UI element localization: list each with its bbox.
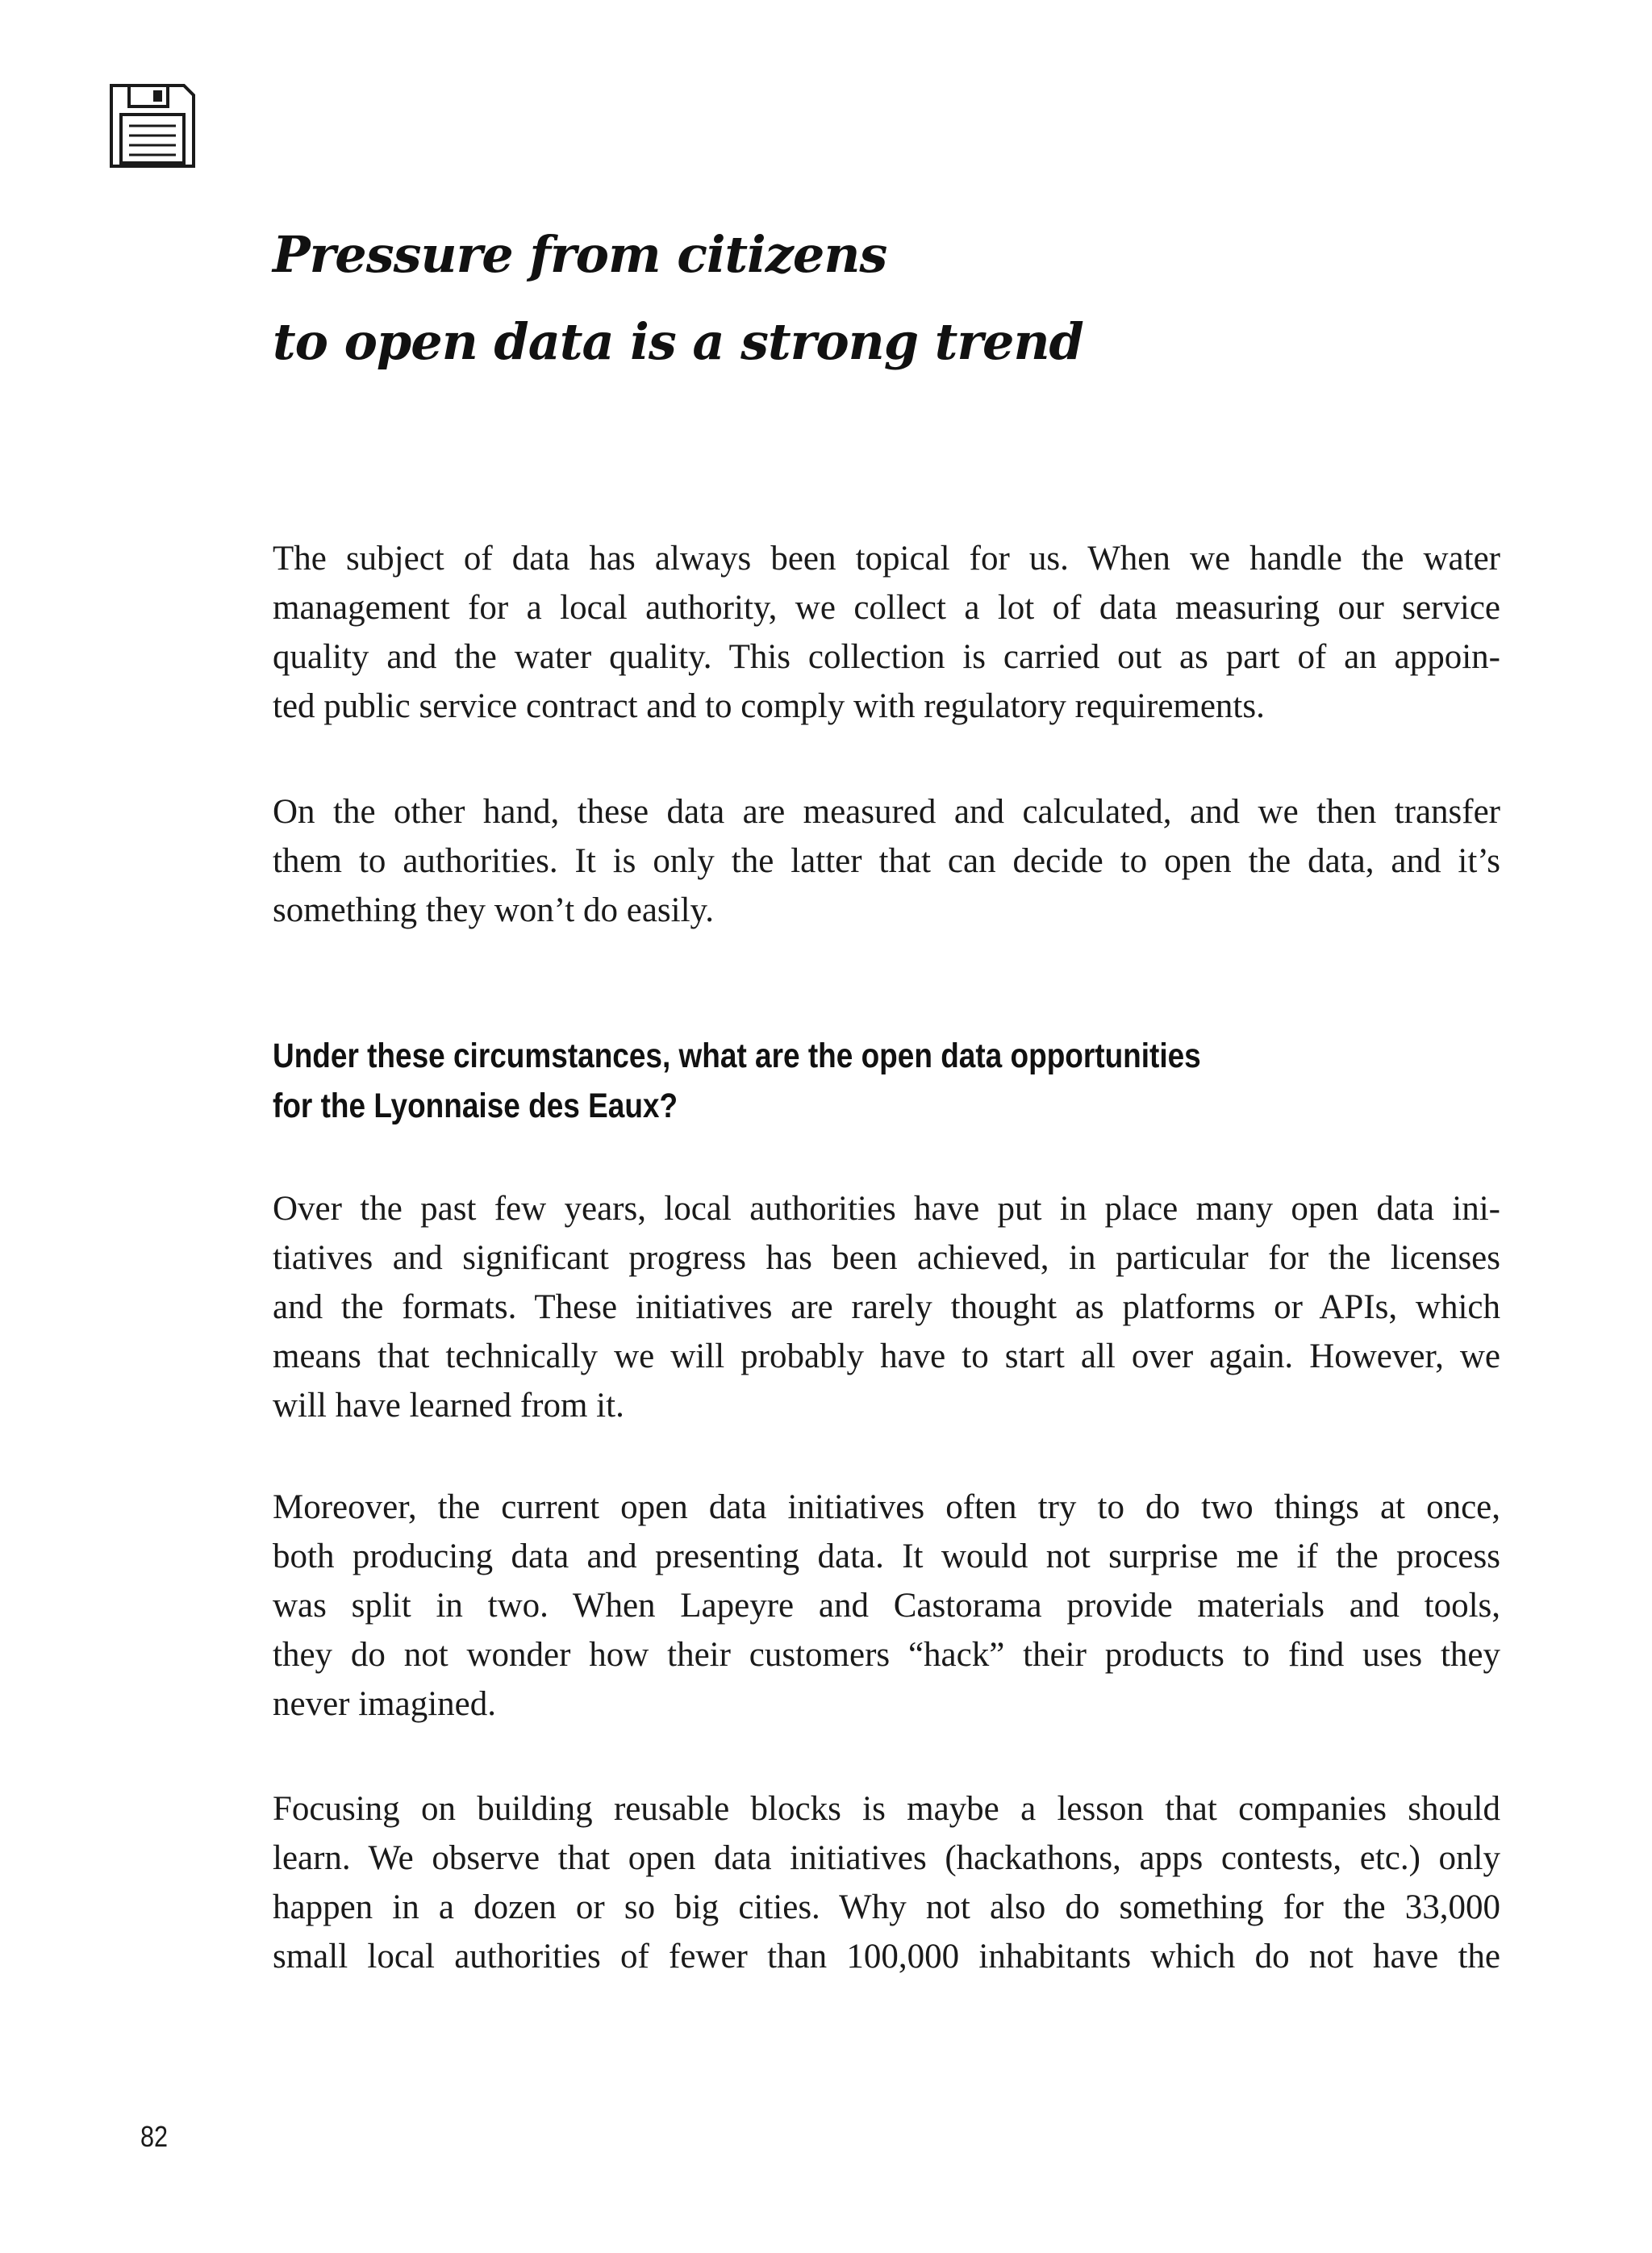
- page-number: 82: [140, 2120, 169, 2153]
- paragraph: [273, 1483, 1500, 1729]
- text-line: and the formats. These initiatives are rarely thought as platforms or APIs, which: [273, 1288, 1500, 1326]
- paragraph: [273, 787, 1500, 935]
- text-line: something they won’t do easily.: [273, 891, 714, 929]
- text-line: tiatives and significant progress has been achieved, in particular for the licenses: [273, 1239, 1500, 1277]
- text-line: will have learned from it.: [273, 1387, 624, 1425]
- text-line: both producing data and presenting data. It would not surprise me if the process: [273, 1537, 1500, 1575]
- text-line: The subject of data has always been topical for us. When we handle the water: [273, 540, 1500, 578]
- section-subheading: [273, 1031, 1313, 1131]
- paragraph: [273, 534, 1500, 731]
- text-line: they do not wonder how their customers “hack” their products to find uses they: [273, 1636, 1500, 1674]
- paragraph: [273, 1184, 1500, 1430]
- text-line: On the other hand, these data are measured and calculated, and we then transfer: [273, 793, 1500, 831]
- text-line: means that technically we will probably have to start all over again. However, we: [273, 1337, 1500, 1375]
- subheading-line: for the Lyonnaise des Eaux?: [273, 1087, 678, 1125]
- text-line: small local authorities of fewer than 100,000 inhabitants which do not have the: [273, 1938, 1500, 1976]
- text-line: quality and the water quality. This collection is carried out as part of an appoin-: [273, 638, 1500, 676]
- subheading-line: Under these circumstances, what are the open data opportunities: [273, 1037, 1201, 1075]
- text-line: Focusing on building reusable blocks is maybe a lesson that companies should: [273, 1790, 1500, 1828]
- text-line: learn. We observe that open data initiatives (hackathons, apps contests, etc.) only: [273, 1839, 1500, 1877]
- text-line: never imagined.: [273, 1685, 497, 1723]
- text-line: them to authorities. It is only the latter that can decide to open the data, and it’s: [273, 842, 1500, 880]
- page-title: [273, 211, 1483, 386]
- floppy-disk-icon: [108, 82, 197, 169]
- text-line: happen in a dozen or so big cities. Why not also do something for the 33,000: [273, 1888, 1500, 1926]
- text-line: Over the past few years, local authorities have put in place many open data ini-: [273, 1190, 1500, 1228]
- text-line: ted public service contract and to comply with regulatory requirements.: [273, 687, 1265, 725]
- title-line: Pressure from citizens: [273, 225, 887, 284]
- paragraph: [273, 1784, 1500, 1981]
- text-line: was split in two. When Lapeyre and Castorama provide materials and tools,: [273, 1587, 1500, 1625]
- text-line: Moreover, the current open data initiatives often try to do two things at once,: [273, 1488, 1500, 1526]
- text-line: management for a local authority, we collect a lot of data measuring our service: [273, 589, 1500, 627]
- title-line: to open data is a strong trend: [273, 312, 1083, 371]
